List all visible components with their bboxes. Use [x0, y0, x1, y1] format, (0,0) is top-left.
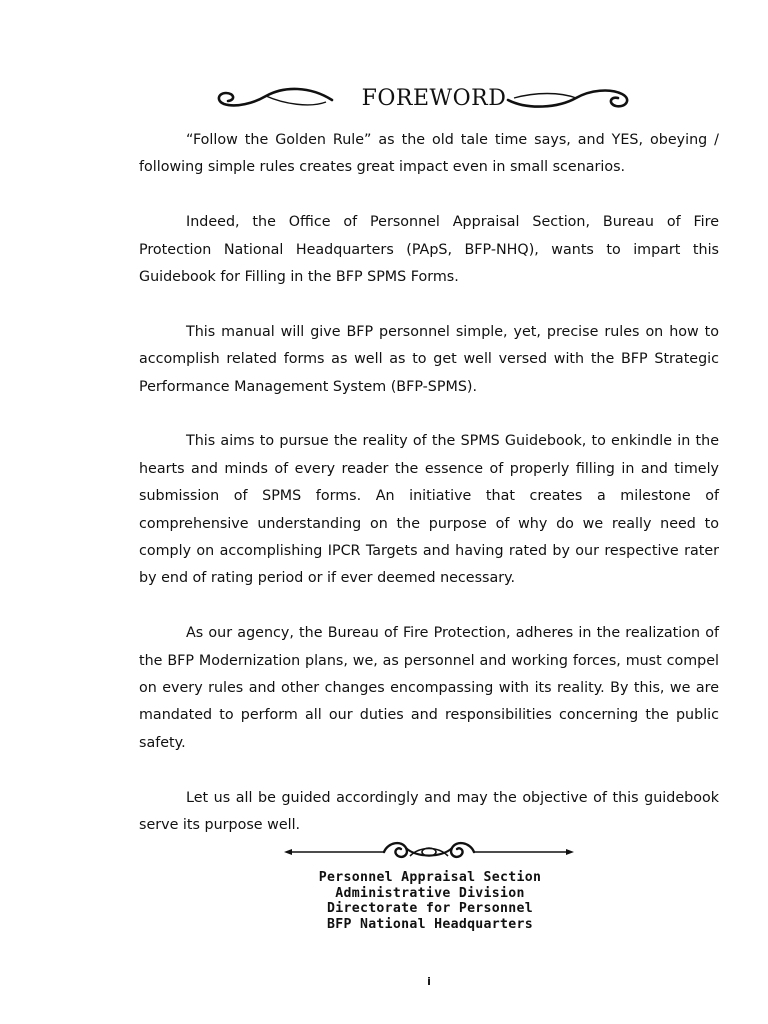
signature-line: Directorate for Personnel	[327, 901, 533, 916]
paragraph: Indeed, the Office of Personnel Appraisal Section, Bureau of Fire Protection National Headquarters (PApS, BFP-NHQ), wants to impart this Guidebook for Filling in the BFP SPMS Forms.	[139, 214, 719, 286]
paragraph: This aims to pursue the reality of the SPMS Guidebook, to enkindle in the hearts and minds of every reader the essence of properly filling in and timely submission of SPMS forms. An initiative that creates a milestone of comprehensive understanding on the purpose of why do we really need to comply on accomplishing IPCR Targets and having rated by our respective rater by end of rating period or if ever deemed necessary.	[139, 433, 719, 587]
page-title: FOREWORD	[361, 86, 507, 111]
flourish-swirl-icon	[506, 84, 634, 118]
ornamental-divider-icon	[284, 836, 574, 866]
foreword-body	[139, 127, 719, 867]
paragraph: As our agency, the Bureau of Fire Protection, adheres in the realization of the BFP Modernization plans, we, as personnel and working forces, must compel on every rules and other changes encompassing with its reality. By this, we are mandated to perform all our duties and responsibilities concerning the public safety.	[139, 625, 719, 751]
paragraph: Let us all be guided accordingly and may the objective of this guidebook serve its purpose well.	[139, 789, 719, 834]
flourish-swirl-icon	[214, 84, 334, 118]
foreword-heading	[214, 84, 634, 118]
signature-line: Personnel Appraisal Section	[318, 870, 542, 885]
signature-block	[280, 870, 580, 932]
page-number: i	[427, 975, 431, 988]
paragraph: “Follow the Golden Rule” as the old tale time says, and YES, obeying / following simple rules creates great impact even in small scenarios.	[139, 132, 719, 176]
signature-line: BFP National Headquarters	[327, 916, 533, 932]
paragraph: This manual will give BFP personnel simple, yet, precise rules on how to accomplish related forms as well as to get well versed with the BFP Strategic Performance Management System (BFP-SPMS).	[139, 323, 719, 395]
signature-line: Administrative Division	[335, 885, 525, 901]
